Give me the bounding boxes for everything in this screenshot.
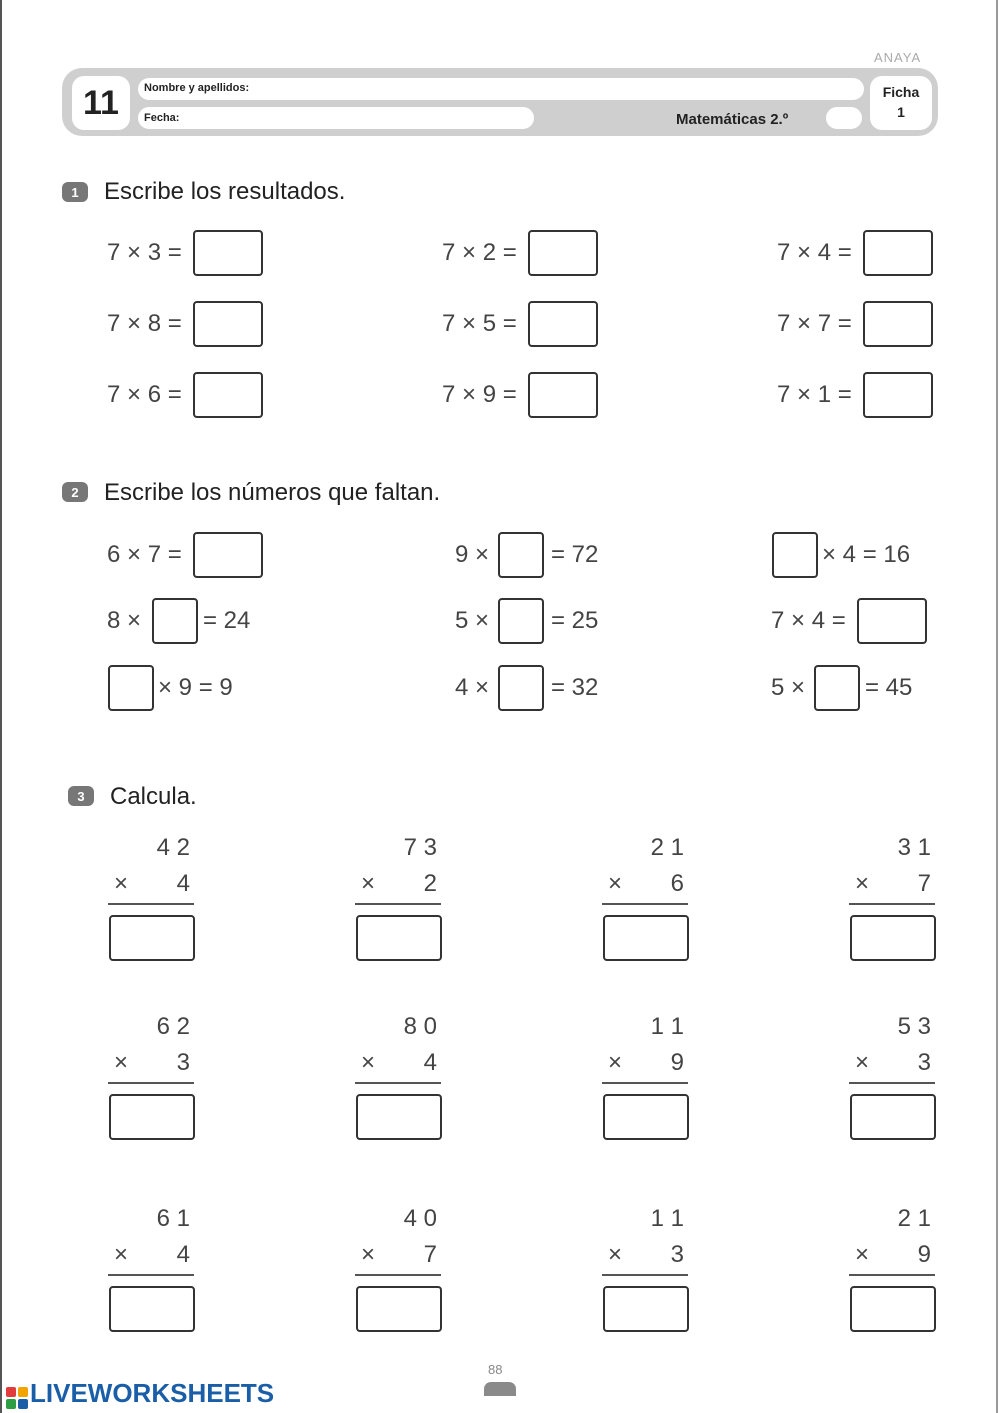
equation-text: 7 × 6 = [107,381,182,408]
multiplier: 4 [423,1049,437,1076]
result-box[interactable] [850,915,936,961]
page-right-border [996,0,998,1413]
multiplicand: 3 1 [897,834,931,861]
missing-number-box[interactable] [152,598,198,644]
missing-number-box[interactable] [498,598,544,644]
equation-text: 7 × 7 = [777,310,852,337]
result-line [849,903,935,905]
name-label: Nombre y apellidos: [144,82,250,94]
logo-square [18,1399,28,1409]
result-box[interactable] [109,1094,195,1140]
multiplier: 3 [670,1241,684,1268]
missing-number-box[interactable] [193,532,263,578]
answer-box[interactable] [528,230,598,276]
subject-label: Matemáticas 2.º [676,111,789,128]
multiply-operator: × [855,870,870,897]
multiplier: 4 [176,1241,190,1268]
equation-text-after: × 4 = 16 [822,541,911,568]
multiply-operator: × [608,1049,623,1076]
exercise-3-number: 3 [68,786,94,806]
multiplier: 7 [917,870,931,897]
equation-text-after: = 72 [551,541,599,568]
result-box[interactable] [109,915,195,961]
multiply-operator: × [608,870,623,897]
answer-box[interactable] [863,372,933,418]
answer-box[interactable] [193,301,263,347]
missing-number-box[interactable] [498,532,544,578]
equation-text: 7 × 8 = [107,310,182,337]
missing-number-box[interactable] [857,598,927,644]
result-box[interactable] [603,1286,689,1332]
result-box[interactable] [109,1286,195,1332]
multiplicand: 8 0 [403,1013,437,1040]
multiplicand: 6 1 [156,1205,190,1232]
logo-squares-icon [6,1387,28,1409]
missing-number-box[interactable] [814,665,860,711]
equation-text-after: × 9 = 9 [158,674,233,701]
equation-text-before: 5 × [771,674,806,701]
logo-square [6,1399,16,1409]
equation-text: 7 × 2 = [442,239,517,266]
result-box[interactable] [356,1094,442,1140]
equation-text: 7 × 3 = [107,239,182,266]
result-line [355,903,441,905]
multiply-operator: × [608,1241,623,1268]
multiplicand: 7 3 [403,834,437,861]
answer-box[interactable] [528,372,598,418]
equation-text-before: 9 × [455,541,490,568]
equation-text: 7 × 9 = [442,381,517,408]
multiply-operator: × [361,870,376,897]
date-label: Fecha: [144,112,180,124]
multiplier: 3 [917,1049,931,1076]
answer-box[interactable] [863,301,933,347]
equation-text-after: = 25 [551,607,599,634]
logo-square [18,1387,28,1397]
date-field[interactable] [138,107,534,129]
page-tab [484,1382,516,1396]
multiplicand: 4 0 [403,1205,437,1232]
missing-number-box[interactable] [772,532,818,578]
equation-text-after: = 24 [203,607,251,634]
multiplicand: 5 3 [897,1013,931,1040]
page-number: 88 [488,1362,503,1377]
multiplier: 9 [670,1049,684,1076]
result-line [108,1082,194,1084]
equation-text-before: 7 × 4 = [771,607,846,634]
equation-text-before: 8 × [107,607,142,634]
multiplicand: 1 1 [650,1013,684,1040]
multiply-operator: × [114,870,129,897]
subject-extra-field [826,107,862,129]
multiplier: 6 [670,870,684,897]
multiplicand: 2 1 [897,1205,931,1232]
sheet-label: Ficha [882,84,920,100]
liveworksheets-logo[interactable] [6,1378,274,1409]
multiply-operator: × [855,1241,870,1268]
exercise-3-title: Calcula. [110,783,197,810]
multiply-operator: × [361,1241,376,1268]
result-line [355,1082,441,1084]
result-box[interactable] [356,915,442,961]
result-line [849,1082,935,1084]
missing-number-box[interactable] [498,665,544,711]
exercise-1-title: Escribe los resultados. [104,178,346,205]
multiplier: 3 [176,1049,190,1076]
exercise-2-number: 2 [62,482,88,502]
multiplier: 4 [176,870,190,897]
result-line [602,903,688,905]
page-left-border [0,0,2,1413]
unit-number: 11 [72,76,130,130]
multiply-operator: × [114,1049,129,1076]
result-box[interactable] [850,1094,936,1140]
result-box[interactable] [356,1286,442,1332]
equation-text-before: 6 × 7 = [107,541,182,568]
result-line [108,1274,194,1276]
answer-box[interactable] [863,230,933,276]
multiplicand: 4 2 [156,834,190,861]
multiplicand: 6 2 [156,1013,190,1040]
equation-text: 7 × 4 = [777,239,852,266]
answer-box[interactable] [528,301,598,347]
publisher-logo: ANAYA [874,50,922,65]
result-line [602,1082,688,1084]
equation-text-after: = 32 [551,674,599,701]
exercise-1-number: 1 [62,182,88,202]
result-line [849,1274,935,1276]
sheet-number: 1 [897,104,905,120]
multiplier: 9 [917,1241,931,1268]
equation-text-before: 4 × [455,674,490,701]
equation-text: 7 × 1 = [777,381,852,408]
multiply-operator: × [855,1049,870,1076]
result-line [355,1274,441,1276]
multiply-operator: × [114,1241,129,1268]
multiplicand: 1 1 [650,1205,684,1232]
equation-text-before: 5 × [455,607,490,634]
multiplier: 2 [423,870,437,897]
answer-box[interactable] [193,230,263,276]
multiply-operator: × [361,1049,376,1076]
multiplier: 7 [423,1241,437,1268]
equation-text-after: = 45 [865,674,913,701]
logo-square [6,1387,16,1397]
result-line [602,1274,688,1276]
multiplicand: 2 1 [650,834,684,861]
result-line [108,903,194,905]
sheet-box [870,76,932,130]
result-box[interactable] [603,1094,689,1140]
result-box[interactable] [603,915,689,961]
missing-number-box[interactable] [108,665,154,711]
equation-text: 7 × 5 = [442,310,517,337]
logo-text: LIVEWORKSHEETS [30,1378,275,1408]
result-box[interactable] [850,1286,936,1332]
exercise-2-title: Escribe los números que faltan. [104,479,441,506]
answer-box[interactable] [193,372,263,418]
